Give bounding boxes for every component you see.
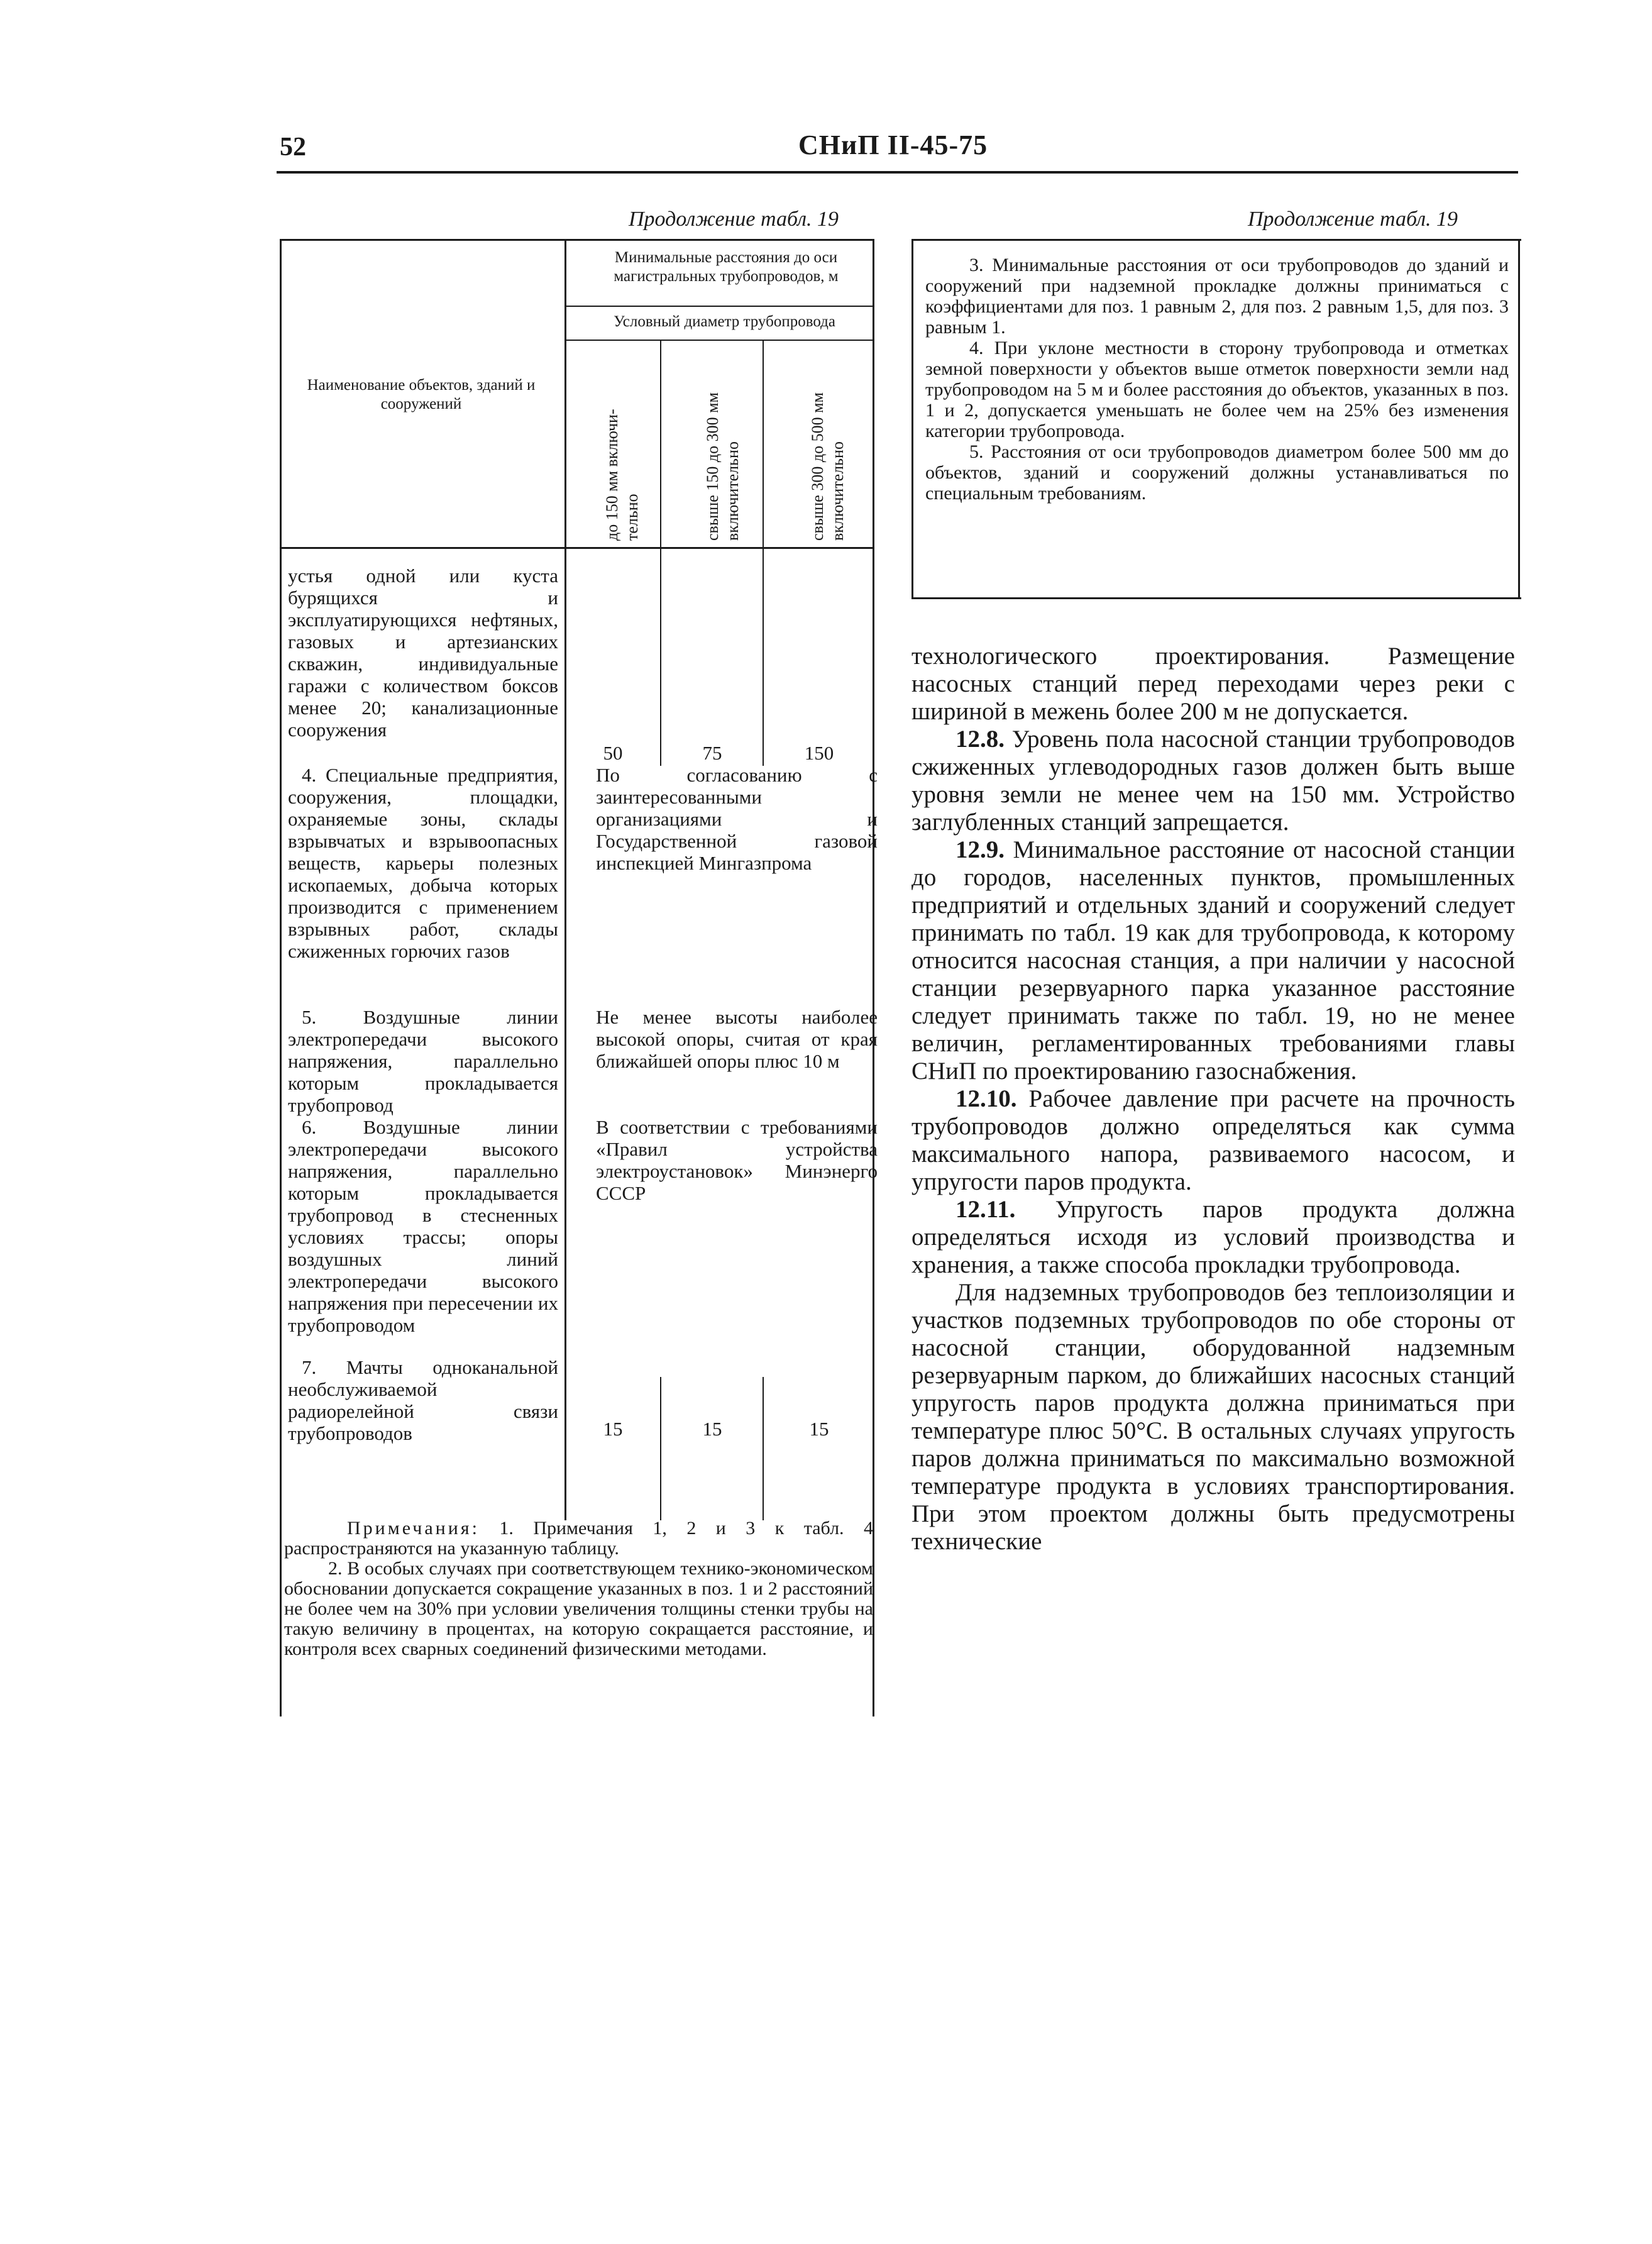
paragraph-12-9: 12.9. Минимальное расстояние от насосной станции до городов, населенных пунктов, промышленных предприятий и отдельных зданий и сооружений следует принимать по табл. 19 как для трубопровода, к которому относится насосная станция, а при наличии у насосной станции резервуарного парка указанное расстояние следует принимать также по табл. 19, но не менее величин, регламентированных требованиями главы СНиП по проектированию газоснабжения. [911, 836, 1516, 1085]
table-left-rule [280, 239, 282, 1716]
clause-number: 12.8. [955, 726, 1005, 753]
note-1: 1. Примечания 1, 2 и 3 к табл. 4 распространяются на указанную таблицу. [284, 1518, 873, 1559]
row7-name: 7. Мачты одноканальной необслуживаемой радиорелейной связи трубопроводов [288, 1356, 558, 1444]
row6-value: В соответствии с требованиями «Правил устройства электроустановок» Минэнерго СССР [596, 1116, 878, 1204]
paragraph-12-11: 12.11. Упругость паров продукта должна определяться исходя из условий производства и хранения, а также способа прокладки трубопровода. [911, 1196, 1516, 1278]
clause-number: 12.9. [955, 836, 1005, 863]
header-min-distance: Минимальные расстояния до оси магистральных трубопроводов, м [614, 249, 839, 285]
row3-value-a: 50 [603, 742, 623, 764]
row5-value: Не менее высоты наиболее высокой опоры, считая от края ближайшей опоры плюс 10 м [596, 1006, 878, 1072]
column-header-300-500: свыше 300 до 500 мм включительно [808, 392, 847, 541]
row7-value-a: 15 [603, 1418, 623, 1440]
col-b-rule-row3 [763, 549, 764, 766]
notes-box-bottom [911, 597, 1521, 599]
notes-heading: Примечания: [347, 1518, 480, 1539]
header-bottom-rule [280, 547, 874, 549]
row3-value-c: 150 [804, 742, 834, 764]
row7-value-b: 15 [702, 1418, 722, 1440]
body-text [911, 643, 1515, 1556]
notes-box-top [911, 239, 1521, 241]
row3-value-b: 75 [702, 742, 722, 764]
header-split-rule [564, 239, 566, 547]
table-continuation-caption: Продолжение табл. 19 [629, 207, 839, 231]
document-code: СНиП II-45-75 [798, 130, 988, 160]
row3-name: устья одной или куста бурящихся и эксплуатирующихся нефтяных, газовых и артезианских скважин, индивидуальные гаражи с количеством боксов менее 20; канализационные сооружения [288, 565, 558, 741]
table-notes-continued [925, 255, 1509, 504]
paragraph-aboveground: Для надземных трубопроводов без теплоизоляции и участков подземных трубопроводов по обе стороны от насосной станции, оборудованной надземным резервуарным парком, до ближайших насосных станций упругость паров продукта должна приниматься при температуре плюс 50°С. В остальных случаях упругость паров должна приниматься по максимально возможной температуре продукта в условиях транспортирования. При этом проектом должны быть предусмотрены технические [911, 1279, 1515, 1555]
header-diameter: Условный диаметр трубопровода [614, 313, 835, 330]
table-top-rule [280, 239, 874, 241]
row4-value: По согласованию с заинтересованными организациями и Государственной газовой инспекцией Мингазпрома [596, 764, 878, 874]
col-a-rule-head [660, 340, 661, 547]
col-a-rule-row3 [660, 549, 661, 766]
column-header-up-to-150: до 150 мм включи- тельно [603, 409, 641, 541]
row5-name: 5. Воздушные линии электропередачи высокого напряжения, параллельно которым прокладывается трубопровод [288, 1006, 558, 1116]
header-min-rule [564, 306, 874, 307]
header-rule [277, 171, 1518, 174]
paragraph-12-10: 12.10. Рабочее давление при расчете на прочность трубопроводов должно определяться как сумма максимального напора, развиваемого насосом, и упругости паров продукта. [911, 1085, 1515, 1195]
paragraph-continuation: технологического проектирования. Размещение насосных станций перед переходами через реки с шириной в межень более 200 м не допускается. [911, 643, 1515, 725]
clause-number: 12.11. [955, 1196, 1016, 1223]
note-4: 4. При уклоне местности в сторону трубопровода и отметках земной поверхности у объектов выше отметок поверхности земли над трубопроводом на 5 м и более расстояния до объектов, указанных в поз. 1 и 2, допускается уменьшать не более чем на 25% без изменения категории трубопровода. [925, 338, 1509, 441]
note-3: 3. Минимальные расстояния от оси трубопроводов до зданий и сооружений при надземной прокладке должны приниматься с коэффициентами для поз. 1 равным 2, для поз. 2 равным 1,5, для поз. 3 равным 1. [925, 255, 1509, 338]
row7-value-c: 15 [809, 1418, 829, 1440]
col-main-rule-rows [564, 549, 566, 1520]
notes-continuation-caption: Продолжение табл. 19 [1248, 207, 1458, 231]
col-a-rule-row7 [660, 1377, 661, 1520]
clause-number: 12.10. [955, 1085, 1017, 1112]
col-b-rule-head [763, 340, 764, 547]
table-notes [284, 1518, 873, 1659]
column-header-150-300: свыше 150 до 300 мм включительно [703, 392, 742, 541]
row6-name: 6. Воздушные линии электропередачи высокого напряжения, параллельно которым прокладывается трубопровод в стесненных условиях трассы; опоры воздушных линий электропередачи высокого напряжения при пересечении их трубопроводом [288, 1116, 558, 1336]
header-object-name: Наименование объектов, зданий и сооружений [307, 377, 536, 412]
row4-name: 4. Специальные предприятия, сооружения, площадки, охраняемые зоны, склады взрывчатых и взрывоопасных веществ, карьеры полезных ископаемых, добыча которых производится с применением взрывных работ, склады сжиженных горючих газов [288, 764, 558, 962]
note-2: 2. В особых случаях при соответствующем технико-экономическом обосновании допускается сокращение указанных в поз. 1 и 2 расстояний не более чем на 30% при условии увеличения толщины стенки трубы на такую величину в процентах, на которую сокращается расстояние, и контроля всех сварных соединений физическими методами. [284, 1558, 873, 1659]
page-number: 52 [280, 133, 306, 162]
table-right-rule [873, 239, 874, 1716]
note-5: 5. Расстояния от оси трубопроводов диаметром более 500 мм до объектов, зданий и сооружений должны устанавливаться по специальным требованиям. [925, 441, 1509, 504]
notes-box-right [1518, 239, 1520, 597]
col-b-rule-row7 [763, 1377, 764, 1520]
paragraph-12-8: 12.8. Уровень пола насосной станции трубопроводов сжиженных углеводородных газов должен быть выше уровня земли не менее чем на 150 мм. Устройство заглубленных станций запрещается. [911, 726, 1515, 836]
notes-box-left [911, 239, 913, 597]
header-diam-rule [564, 340, 874, 341]
